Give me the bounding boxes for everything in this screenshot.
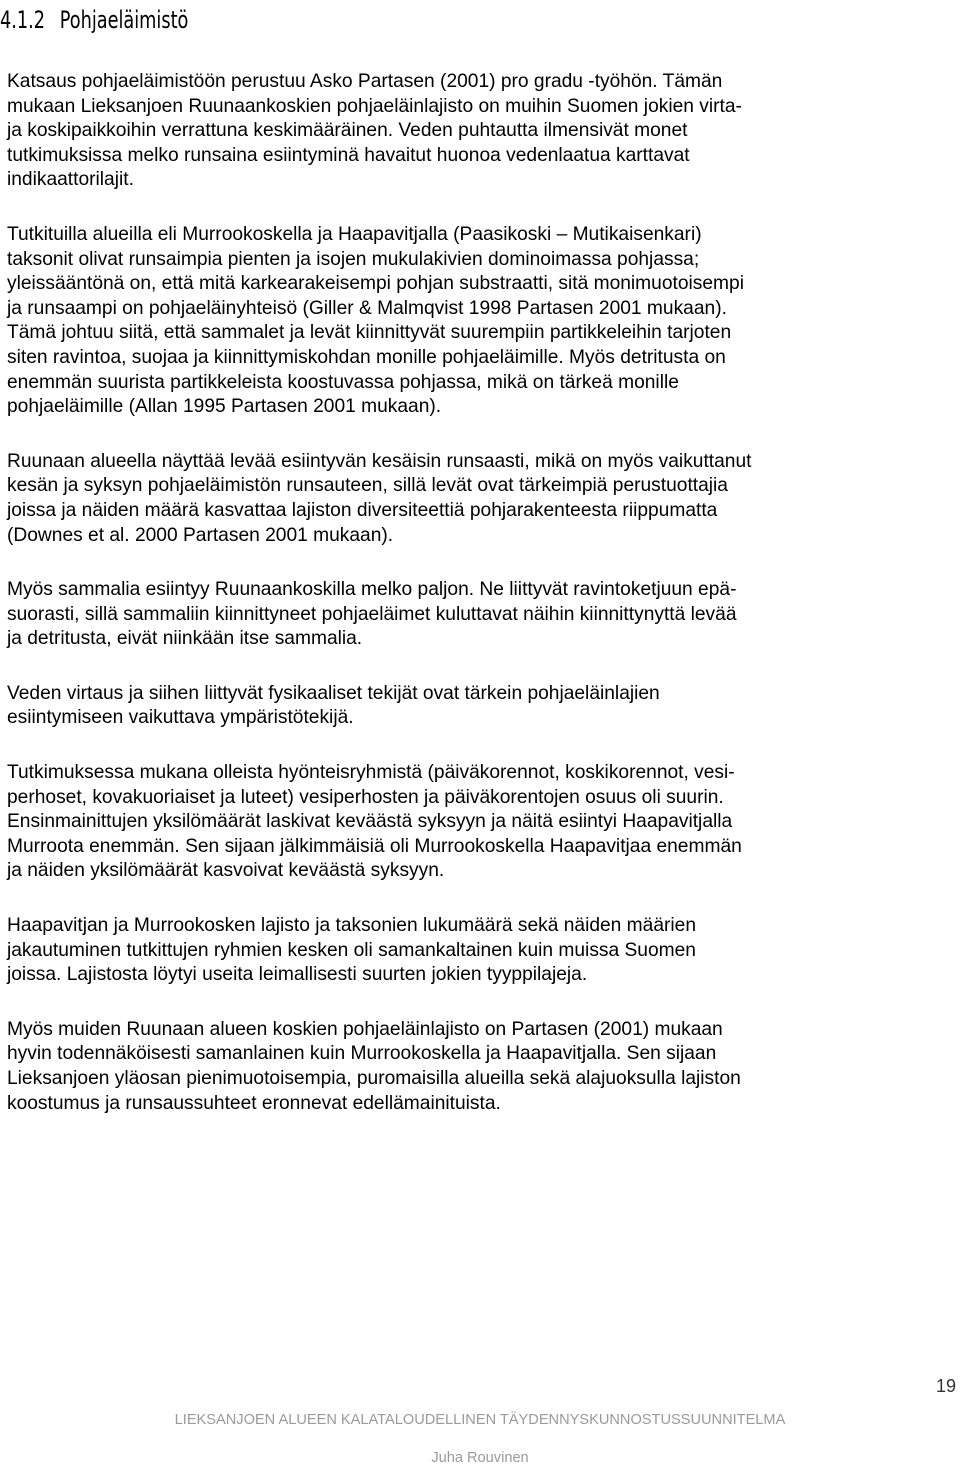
paragraph-flow: Veden virtaus ja siihen liittyvät fysikaaliset tekijät ovat tärkein pohjaeläinlajien esiintymiseen vaikuttava ympäristötekijä.	[7, 682, 660, 729]
paragraph-other-rapids: Myös muiden Ruunaan alueen koskien pohjaeläinlajisto on Partasen (2001) mukaan hyvin todennäköisesti samanlainen kuin Murrookoskella ja Haapavitjalla. Sen sijaan Lieksanjoen yläosan pienimuotoisempia, puromaisilla alueilla sekä alajuoksulla lajiston koostumus ja runsaussuhteet eronnevat edellämainituista.	[7, 1018, 741, 1114]
paragraph-study-areas: Tutkituilla alueilla eli Murrookoskella ja Haapavitjalla (Paasikoski – Mutikaisenkari) taksonit olivat runsaimpia pienten ja isojen mukulakivien dominoimassa pohjassa; yleissääntönä on, että mitä karkearakeisempi pohjan substraatti, sitä monimuotoisempi ja runsaampi on pohjaeläinyhteisö (Giller & Malmqvist 1998 Partasen 2001 mukaan). Tämä johtuu siitä, että sammalet ja levät kiinnittyvät suurempiin partikkeleihin tarjoten siten ravintoa, suojaa ja kiinnittymiskohdan monille pohjaeläimille. Myös detritusta on enemmän suurista partikkeleista koostuvassa pohjassa, mikä on tärkeä monille pohjaeläimille (Allan 1995 Partasen 2001 mukaan).	[7, 223, 744, 418]
footer-author: Juha Rouvinen	[431, 1450, 529, 1466]
section-title: Pohjaeläimistö	[59, 6, 189, 34]
section-number: 4.1.2	[0, 6, 46, 34]
paragraph-species-composition: Haapavitjan ja Murrookosken lajisto ja taksonien lukumäärä sekä näiden määrien jakautuminen tutkittujen ryhmien kesken oli samankaltainen kuin muissa Suomen joissa. Lajistosta löytyi useita leimallisesti suurten jokien tyyppilajeja.	[7, 915, 696, 986]
paragraph-intro: Katsaus pohjaeläimistöön perustuu Asko Partasen (2001) pro gradu -työhön. Tämän mukaan Lieksanjoen Ruunaankoskien pohjaeläinlajisto on muihin Suomen jokien virta- ja koskipaikkoihin verrattuna keskimääräinen. Veden puhtautta ilmensivät monet tutkimuksissa melko runsaina esiintyminä havaitut huonoa vedenlaatua karttavat indikaattorilajit.	[7, 71, 742, 191]
paragraph-insect-groups: Tutkimuksessa mukana olleista hyönteisryhmistä (päiväkorennot, koskikorennot, vesi- perhoset, kovakuoriaiset ja luteet) vesiperhosten ja päiväkorentojen osuus oli suurin. Ensinmainittujen yksilömäärät laskivat keväästä syksyyn ja näitä esiintyi Haapavitjalla Murroota enemmän. Sen sijaan jälkimmäisiä oli Murrookoskella Haapavitjaa enemmän ja näiden yksilömäärät kasvoivat keväästä syksyyn.	[7, 762, 742, 882]
page-number: 19	[935, 1376, 956, 1396]
paragraph-algae: Ruunaan alueella näyttää levää esiintyvän kesäisin runsaasti, mikä on myös vaikuttanut kesän ja syksyn pohjaeläimistön runsauteen, sillä levät ovat tärkeimpiä perustuottajia joissa ja näiden määrä kasvattaa lajiston diversiteettiä pohjarakenteesta riippumatta (Downes et al. 2000 Partasen 2001 mukaan).	[7, 450, 752, 546]
section-heading	[0, 0, 188, 40]
document-body	[7, 70, 957, 1146]
footer-title: LIEKSANJOEN ALUEEN KALATALOUDELLINEN TÄYDENNYSKUNNOSTUSSUUNNITELMA	[174, 1412, 786, 1428]
paragraph-mosses: Myös sammalia esiintyy Ruunaankoskilla melko paljon. Ne liittyvät ravintoketjuun epä- suorasti, sillä sammaliin kiinnittyneet pohjaeläimet kuluttavat näihin kiinnittynyttä levää ja detritusta, eivät niinkään itse sammalia.	[7, 579, 737, 650]
